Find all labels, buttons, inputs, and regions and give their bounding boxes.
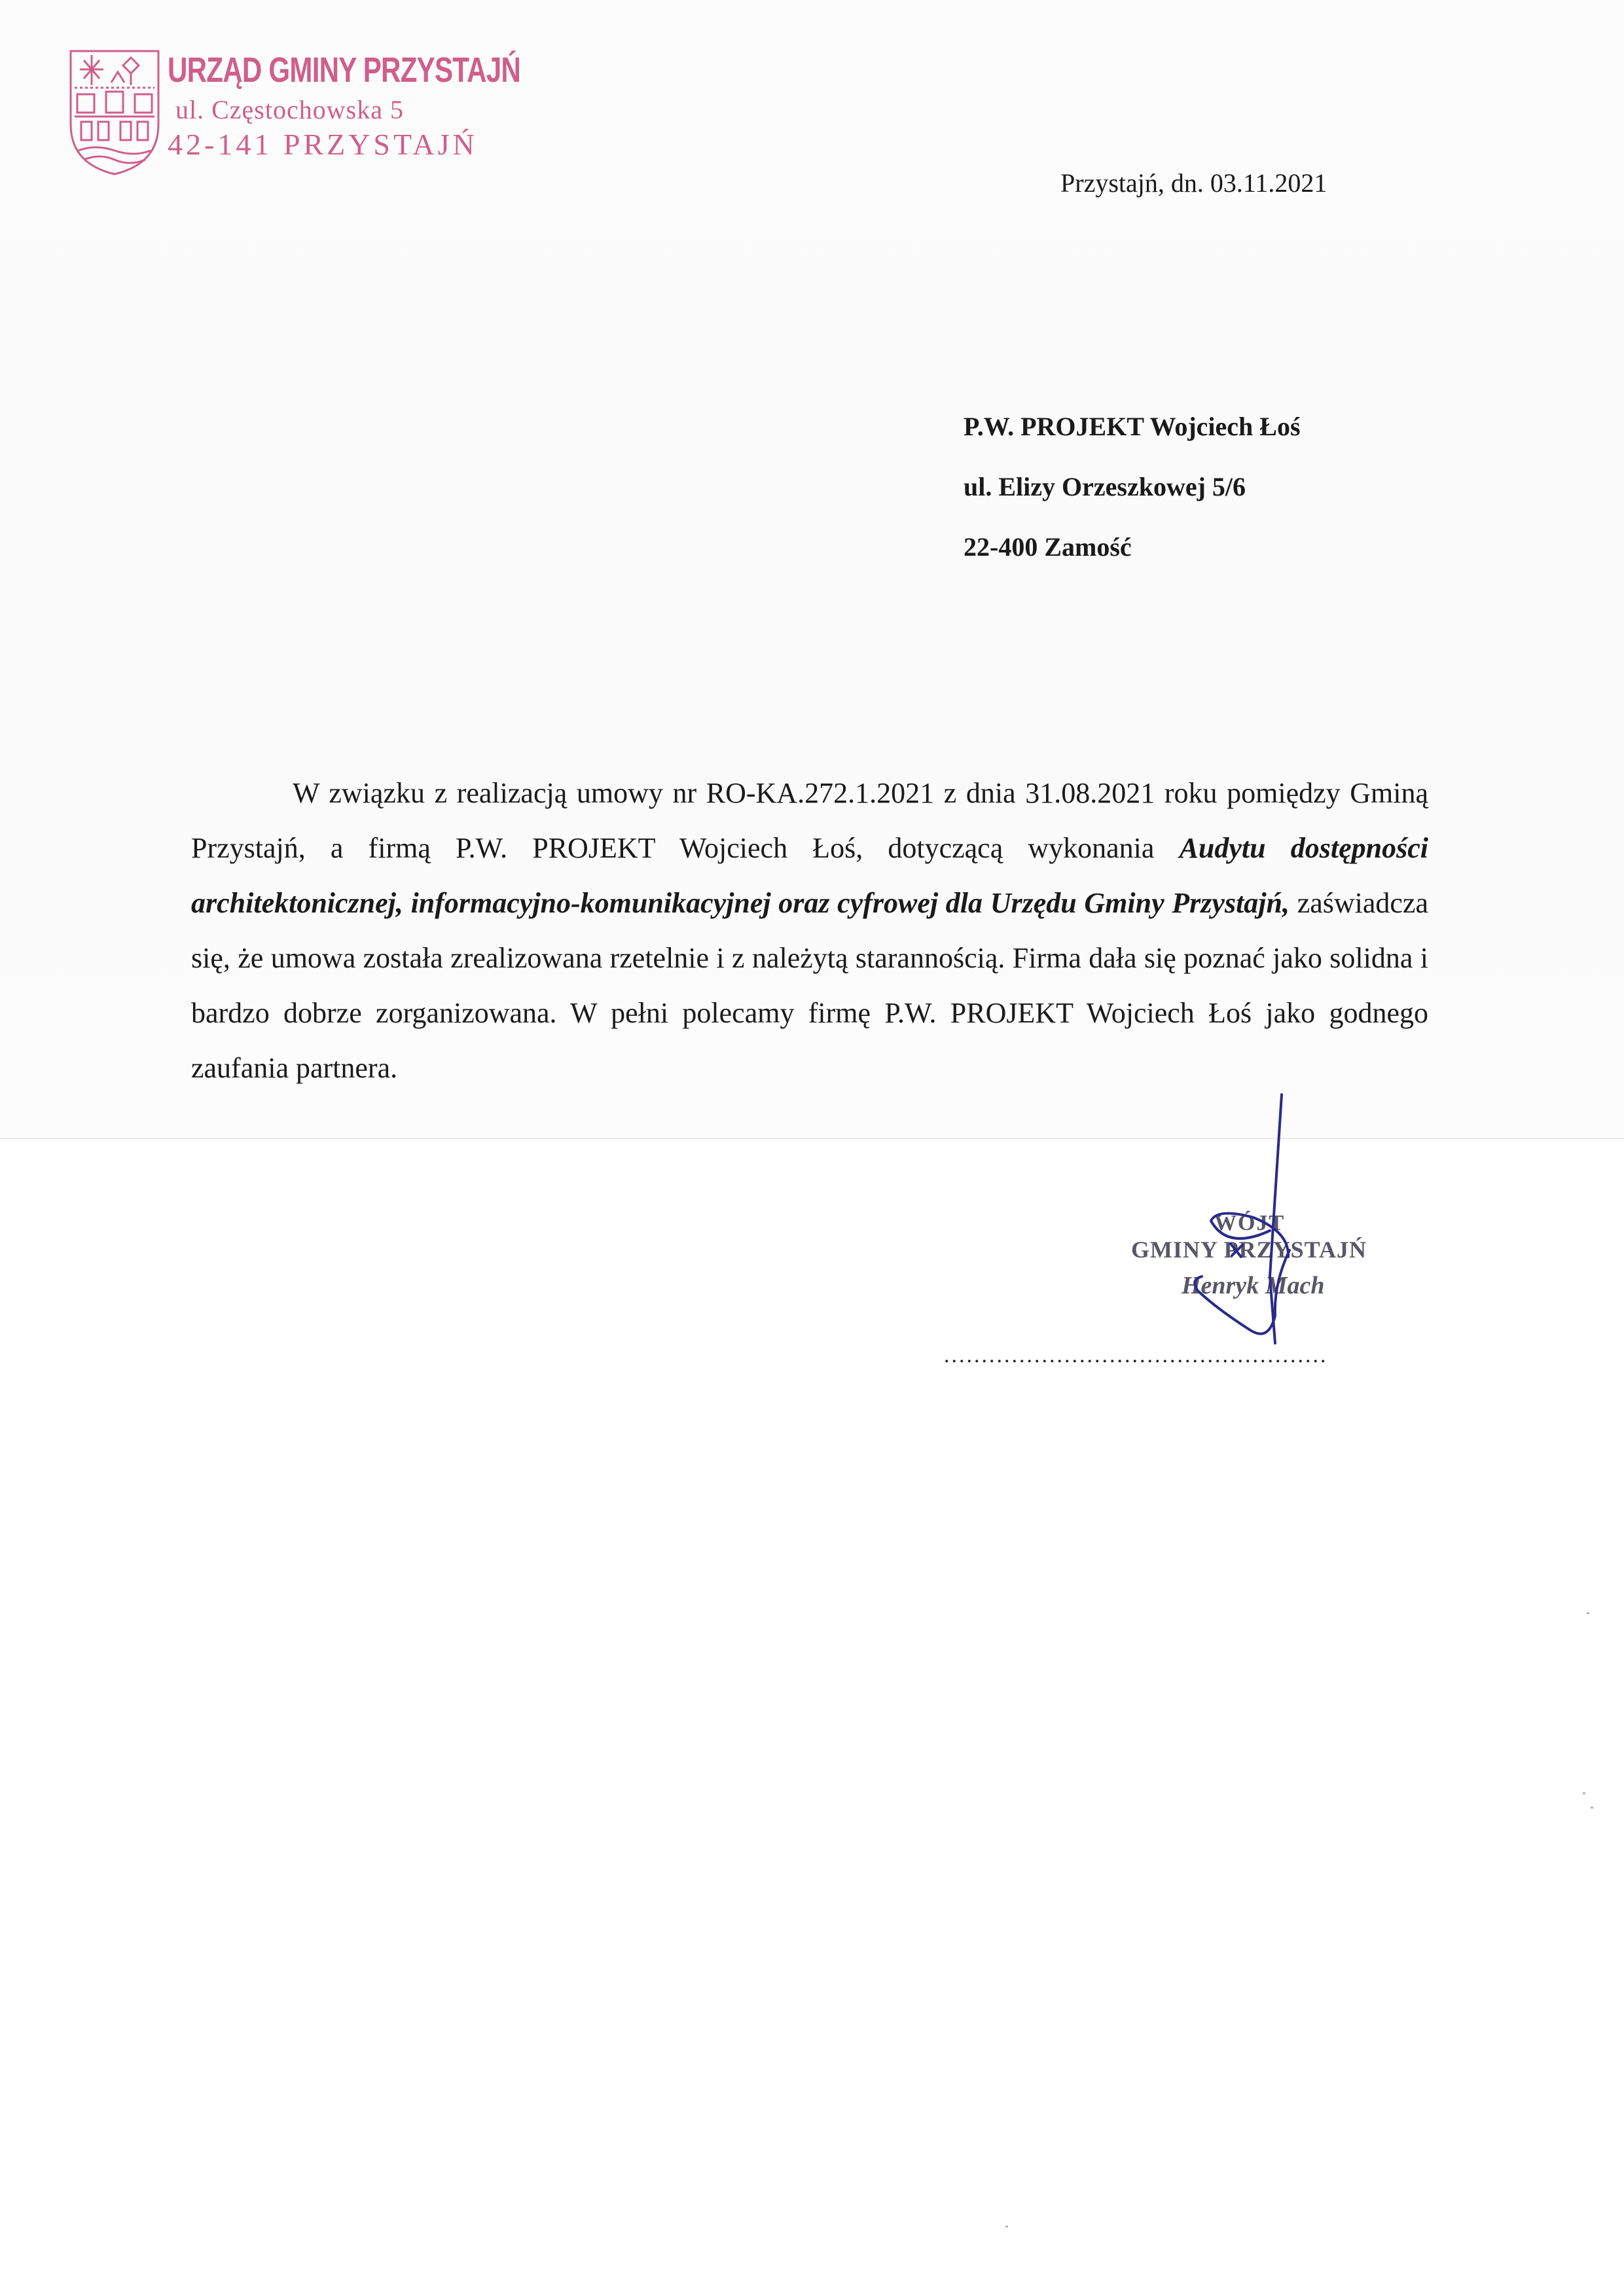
recipient-city: 22-400 Zamość xyxy=(964,532,1132,562)
signature-block xyxy=(1113,1060,1479,1368)
body-paragraph xyxy=(191,766,1428,1096)
body-text-part2: zaświadcza się, że umowa została zrealizowana rzetelnie i z należytą starannością. Firma dała się poznać jako solidna i bardzo dobrze zorganizowana. W pełni polecamy firmę P.W. PROJEKT Wojciech Łoś jako godnego zaufania partnera. xyxy=(191,887,1428,1084)
coat-of-arms-icon xyxy=(65,46,164,177)
body-text-part1: W związku z realizacją umowy nr RO-KA.272.1.2021 z dnia 31.08.2021 roku pomiędzy Gminą Przystajń, a firmą P.W. PROJEKT Wojciech Łoś, dotyczącą wykonania xyxy=(191,777,1428,864)
signature-line: ................................................... xyxy=(944,1343,1328,1367)
stamp-street: ul. Częstochowska 5 xyxy=(175,95,404,124)
signature-stamp-title: WÓJT xyxy=(1214,1211,1286,1235)
stamp-office-name: URZĄD GMINY PRZYSTAJŃ xyxy=(168,50,521,90)
handwritten-signature xyxy=(1113,1060,1479,1368)
body-emphasis: Audytu dostępności architektonicznej, informacyjno-komunikacyjnej oraz cyfrowej dla Urzędu Gminy Przystajń, xyxy=(191,832,1428,919)
stamp-postcode-city: 42-141 PRZYSTAJŃ xyxy=(168,128,478,161)
signature-stamp-office: GMINY PRZYSTAJŃ xyxy=(1131,1237,1367,1263)
recipient-address xyxy=(964,407,1301,588)
scan-speck xyxy=(1005,2226,1008,2228)
scan-speck xyxy=(1591,1807,1593,1809)
letter-date: Przystajń, dn. 03.11.2021 xyxy=(1060,168,1327,198)
office-stamp xyxy=(65,43,521,181)
letter-body xyxy=(191,766,1428,1096)
recipient-street: ul. Elizy Orzeszkowej 5/6 xyxy=(964,472,1246,501)
signature-stamp-name: Henryk Mach xyxy=(1182,1272,1325,1299)
scan-speck xyxy=(1587,1612,1589,1614)
scan-speck xyxy=(1583,1792,1585,1794)
recipient-name: P.W. PROJEKT Wojciech Łoś xyxy=(964,412,1301,441)
